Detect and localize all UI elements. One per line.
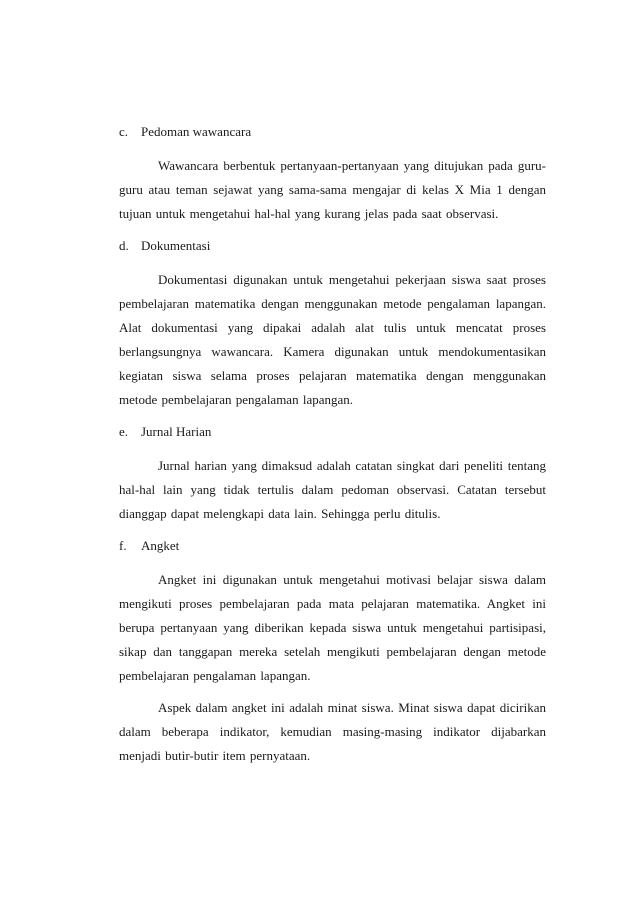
section-marker: f. (119, 538, 127, 553)
section-angket (119, 534, 546, 768)
paragraph: Aspek dalam angket ini adalah minat siswa. Minat siswa dapat dicirikan dalam beberapa indikator, kemudian masing-masing indikator dijabarkan menjadi butir-butir item pernyataan. (119, 700, 546, 763)
section-title: Jurnal Harian (141, 424, 212, 439)
section-heading (119, 120, 546, 144)
section-marker: c. (119, 124, 129, 139)
section-marker: d. (119, 238, 129, 253)
section-dokumentasi (119, 234, 546, 412)
section-pedoman-wawancara (119, 120, 546, 226)
section-jurnal-harian (119, 420, 546, 526)
paragraph: Jurnal harian yang dimaksud adalah catatan singkat dari peneliti tentang hal-hal lain yang tidak tertulis dalam pedoman observasi. Catatan tersebut dianggap dapat melengkapi data lain. Sehingga perlu ditulis. (119, 458, 546, 521)
section-title: Pedoman wawancara (141, 124, 252, 139)
section-title: Angket (141, 538, 180, 553)
section-heading (119, 234, 546, 258)
paragraph: Dokumentasi digunakan untuk mengetahui pekerjaan siswa saat proses pembelajaran matematika dengan menggunakan metode pengalaman lapangan. Alat dokumentasi yang dipakai adalah alat tulis untuk mencatat proses berlangsungnya wawancara. Kamera digunakan untuk mendokumentasikan kegiatan siswa selama proses pelajaran matematika dengan menggunakan metode pembelajaran pengalaman lapangan. (119, 272, 546, 407)
section-marker: e. (119, 424, 129, 439)
section-heading (119, 420, 546, 444)
section-heading (119, 534, 546, 558)
paragraph: Wawancara berbentuk pertanyaan-pertanyaan yang ditujukan pada guru-guru atau teman sejawat yang sama-sama mengajar di kelas X Mia 1 dengan tujuan untuk mengetahui hal-hal yang kurang jelas pada saat observasi. (119, 158, 546, 221)
paragraph: Angket ini digunakan untuk mengetahui motivasi belajar siswa dalam mengikuti proses pembelajaran pada mata pelajaran matematika. Angket ini berupa pertanyaan yang diberikan kepada siswa untuk mengetahui partisipasi, sikap dan tanggapan mereka setelah mengikuti pembelajaran dengan metode pembelajaran pengalaman lapangan. (119, 572, 546, 683)
section-title: Dokumentasi (141, 238, 211, 253)
